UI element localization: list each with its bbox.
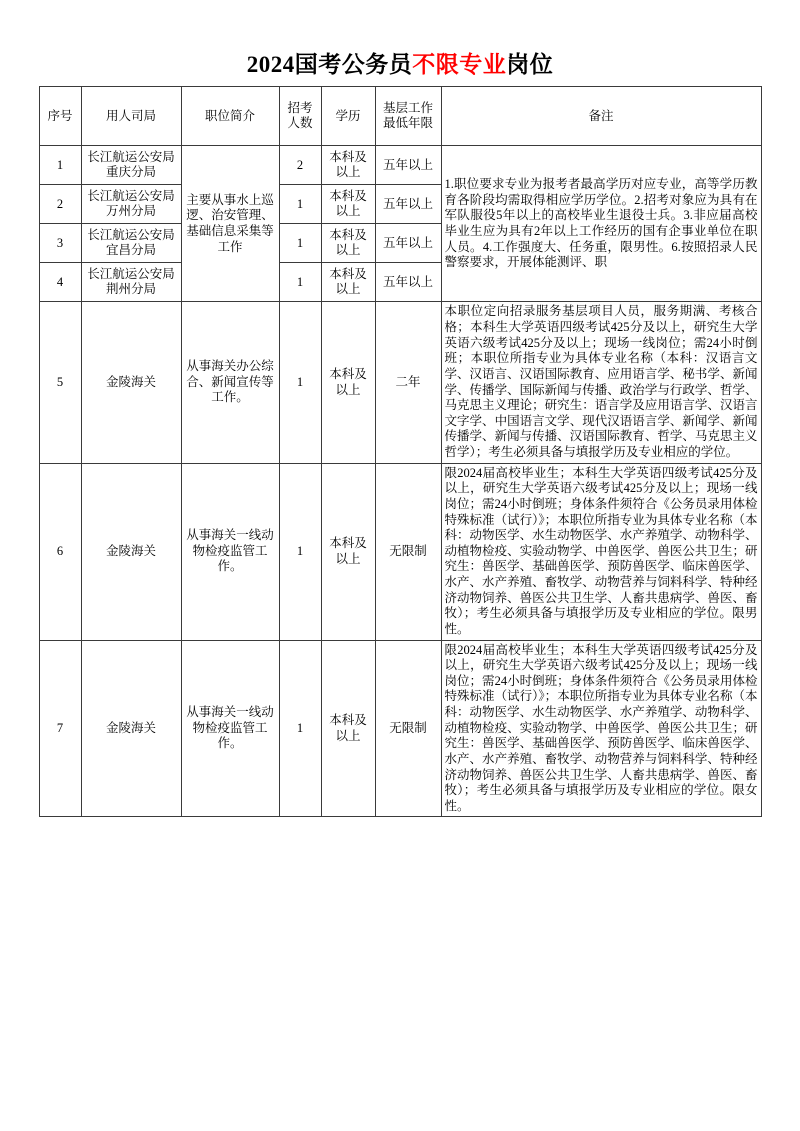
cell-num: 1 <box>279 302 321 463</box>
title-prefix: 2024国考公务员 <box>246 52 413 77</box>
cell-num: 1 <box>279 640 321 817</box>
cell-years: 五年以上 <box>375 224 441 263</box>
page-title <box>0 0 800 86</box>
table-row <box>39 463 761 640</box>
cell-num: 1 <box>279 263 321 302</box>
cell-edu: 本科及以上 <box>321 224 375 263</box>
cell-org: 金陵海关 <box>81 302 181 463</box>
cell-years: 五年以上 <box>375 263 441 302</box>
cell-no: 6 <box>39 463 81 640</box>
cell-org: 长江航运公安局万州分局 <box>81 185 181 224</box>
cell-desc: 从事海关一线动物检疫监管工作。 <box>181 463 279 640</box>
table-row <box>39 302 761 463</box>
cell-edu: 本科及以上 <box>321 185 375 224</box>
cell-years: 五年以上 <box>375 185 441 224</box>
cell-edu: 本科及以上 <box>321 263 375 302</box>
cell-remark <box>441 463 761 640</box>
column-header-desc: 职位简介 <box>181 87 279 146</box>
cell-no: 5 <box>39 302 81 463</box>
table-row <box>39 146 761 185</box>
column-header-years: 基层工作最低年限 <box>375 87 441 146</box>
table-body-group-customs <box>39 302 761 817</box>
cell-org: 长江航运公安局重庆分局 <box>81 146 181 185</box>
title-highlight: 不限专业 <box>412 52 507 77</box>
cell-org: 金陵海关 <box>81 640 181 817</box>
cell-no: 4 <box>39 263 81 302</box>
cell-desc: 从事海关一线动物检疫监管工作。 <box>181 640 279 817</box>
cell-years: 五年以上 <box>375 146 441 185</box>
header-row <box>39 87 761 146</box>
cell-edu: 本科及以上 <box>321 302 375 463</box>
remark-text: 1.职位要求专业为报考者最高学历对应专业，高等学历教育各阶段均需取得相应学历学位。2.招考对象应为具有在军队服役5年以上的高校毕业生退役士兵。3.非应届高校毕业生应为具有2年以上工作经历的国有企事业单位在职人员。4.工作强度大、任务重，限男性。6.按照招录人民警察要求，开展体能测评、职 <box>444 177 758 270</box>
table-row <box>39 640 761 817</box>
cell-years: 无限制 <box>375 640 441 817</box>
column-header-no: 序号 <box>39 87 81 146</box>
cell-years: 二年 <box>375 302 441 463</box>
remark-text: 限2024届高校毕业生；本科生大学英语四级考试425分及以上，研究生大学英语六级考试425分及以上；现场一线岗位；需24小时倒班；身体条件须符合《公务员录用体检特殊标准（试行）》；本职位所指专业为具体专业名称（本科：动物医学、水生动物医学、水产养殖学、动物科学、动植物检疫、实验动物学、中兽医学、兽医公共卫生；研究生：兽医学、基础兽医学、预防兽医学、临床兽医学、水产、水产养殖、畜牧学、动物营养与饲料科学、特种经济动物饲养、兽医公共卫生学、人畜共患病学、兽医、畜牧）；考生必须具备与填报学历及专业相应的学位。限男性。 <box>444 465 758 636</box>
cell-remark <box>441 302 761 463</box>
cell-org: 长江航运公安局宜昌分局 <box>81 224 181 263</box>
cell-num: 2 <box>279 146 321 185</box>
cell-desc-merged: 主要从事水上巡逻、治安管理、基础信息采集等工作 <box>181 146 279 302</box>
cell-org: 金陵海关 <box>81 463 181 640</box>
remark-text: 本职位定向招录服务基层项目人员，服务期满、考核合格；本科生大学英语四级考试425分及以上，研究生大学英语六级考试425分及以上；现场一线岗位；需24小时倒班；本职位所指专业为具体专业名称（本科：汉语言文学、汉语言、汉语国际教育、应用语言学、秘书学、新闻学、传播学、国际新闻与传播、政治学与行政学、哲学、马克思主义理论；研究生：语言学及应用语言学、汉语言文字学、中国语言文学、现代汉语语言学、新闻学、新闻传播学、新闻与传播、汉语国际教育、哲学、马克思主义哲学）；考生必须具备与填报学历及专业相应的学位。 <box>444 304 758 460</box>
table-body-group-police <box>39 146 761 302</box>
cell-num: 1 <box>279 224 321 263</box>
column-header-num: 招考人数 <box>279 87 321 146</box>
cell-no: 2 <box>39 185 81 224</box>
remark-text: 限2024届高校毕业生；本科生大学英语四级考试425分及以上，研究生大学英语六级考试425分及以上；现场一线岗位；需24小时倒班；身体条件须符合《公务员录用体检特殊标准（试行）》；本职位所指专业为具体专业名称（本科：动物医学、水生动物医学、水产养殖学、动物科学、动植物检疫、实验动物学、中兽医学、兽医公共卫生；研究生：兽医学、基础兽医学、预防兽医学、临床兽医学、水产、水产养殖、畜牧学、动物营养与饲料科学、特种经济动物饲养、兽医公共卫生学、人畜共患病学、兽医、畜牧）；考生必须具备与填报学历及专业相应的学位。限女性。 <box>444 642 758 813</box>
cell-remark-merged <box>441 146 761 302</box>
title-suffix: 岗位 <box>506 52 554 77</box>
cell-no: 1 <box>39 146 81 185</box>
column-header-remark: 备注 <box>441 87 761 146</box>
cell-org: 长江航运公安局荆州分局 <box>81 263 181 302</box>
cell-no: 7 <box>39 640 81 817</box>
cell-edu: 本科及以上 <box>321 463 375 640</box>
cell-num: 1 <box>279 185 321 224</box>
cell-num: 1 <box>279 463 321 640</box>
cell-edu: 本科及以上 <box>321 640 375 817</box>
cell-remark <box>441 640 761 817</box>
cell-years: 无限制 <box>375 463 441 640</box>
column-header-org: 用人司局 <box>81 87 181 146</box>
cell-desc: 从事海关办公综合、新闻宣传等工作。 <box>181 302 279 463</box>
column-header-edu: 学历 <box>321 87 375 146</box>
job-listing-table <box>39 86 762 817</box>
table-header <box>39 87 761 146</box>
cell-no: 3 <box>39 224 81 263</box>
cell-edu: 本科及以上 <box>321 146 375 185</box>
